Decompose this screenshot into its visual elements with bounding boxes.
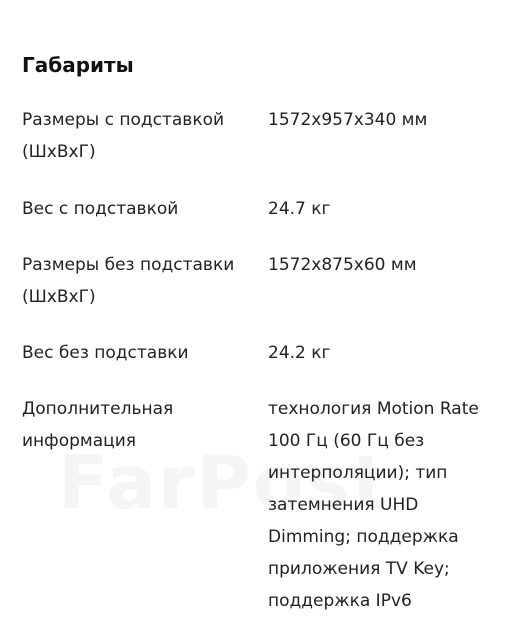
spec-value: 1572x875x60 мм: [268, 255, 417, 275]
spec-value: 1572x957x340 мм: [268, 110, 428, 130]
spec-value: 24.7 кг: [268, 199, 331, 219]
spec-key: Вес с подставкой: [22, 199, 179, 219]
spec-key: Размеры с подставкой (ШхВхГ): [22, 110, 225, 162]
spec-row-weight-without-stand: [22, 337, 502, 369]
spec-value: 24.2 кг: [268, 343, 331, 363]
spec-value: технология Motion Rate 100 Гц (60 Гц без интерполяции); тип затемнения UHD Dimming; поддержка приложения TV Key; поддержка IPv6: [268, 399, 479, 611]
spec-key: Размеры без подставки (ШхВхГ): [22, 255, 235, 307]
spec-key: Вес без подставки: [22, 343, 189, 363]
spec-key: Дополнительная информация: [22, 399, 174, 451]
section-title: Габариты: [22, 53, 134, 77]
spec-row-dimensions-without-stand: [22, 249, 502, 313]
spec-row-weight-with-stand: [22, 193, 502, 225]
spec-row-dimensions-with-stand: [22, 104, 502, 168]
spec-row-additional-info: [22, 393, 502, 617]
